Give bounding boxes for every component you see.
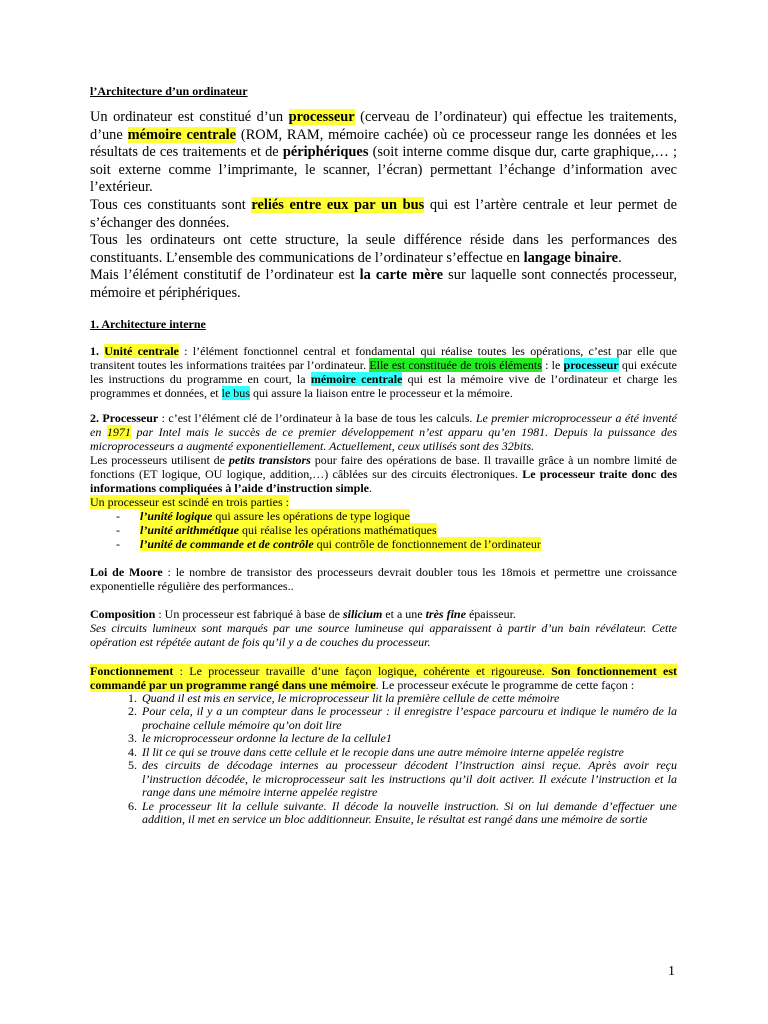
fonctionnement-paragraph: Fonctionnement : Le processeur travaille d’une façon logique, cohérente et rigoureuse. Son fonctionnement est commandé par un programme rangé dans une mémoire. Le processeur exécute le programme de cette façon : xyxy=(90,663,677,692)
page-number: 1 xyxy=(668,964,675,979)
intro-paragraph-3: Tous les ordinateurs ont cette structure, la seule différence réside dans les performances des constituants. L’ensemble des communications de l’ordinateur s’effectue en langage binaire. xyxy=(90,232,677,266)
list-item: 2. Pour cela, il y a un compteur dans le processeur : il enregistre l’espace parcouru et indique le numéro de la prochaine cellule mémoire qu’on doit lire xyxy=(140,705,677,732)
highlight-bus: reliés entre eux par un bus xyxy=(251,196,425,213)
list-item: 6. Le processeur lit la cellule suivante. Il décode la nouvelle instruction. Si on lui demande d’effectuer une addition, il met en service un bloc additionneur. Ensuite, le résultat est rangé dans une mémoire de sortie xyxy=(140,800,677,827)
intro-paragraph-1: Un ordinateur est constitué d’un processeur (cerveau de l’ordinateur) qui effectue les traitements, d’une mémoire centrale (ROM, RAM, mémoire cachée) où ce processeur range les données et les résultats de ces traitements et de périphériques (soit interne comme disque dur, carte graphique,… ; soit externe comme l’imprimante, le scanner, l’écran) permettant l’échange d’information avec l’extérieur. xyxy=(90,109,677,196)
loi-de-moore-label: Loi de Moore xyxy=(90,564,163,579)
composition-paragraph: Composition : Un processeur est fabriqué à base de silicium et a une très fine épaisseur. xyxy=(90,606,516,621)
processor-parts-list xyxy=(90,509,677,551)
list-item: - l’unité de commande et de contrôle qui contrôle de fonctionnement de l’ordinateur xyxy=(140,537,677,551)
composition-italic-note: Ses circuits lumineux sont marqués par une source lumineuse qui apparaissent à partir d’un bain révélateur. Cette opération est répétée autant de fois qu’il y a de couches du processeur. xyxy=(90,620,677,649)
parts-intro: Un processeur est scindé en trois parties : xyxy=(90,494,289,509)
processeur-label: 2. Processeur xyxy=(90,410,159,425)
list-item: 5. des circuits de décodage internes au processeur décodent l’instruction ainsi reçue. Après avoir reçu l’instruction décodée, le microprocesseur sait les instructions qu’il doit activer. Il exécute l’instruction et la range dans une mémoire interne appelée registre xyxy=(140,759,677,800)
bold-petits-transistors: petits transistors xyxy=(228,452,311,467)
page-content xyxy=(90,84,677,827)
transistors-paragraph: Les processeurs utilisent de petits transistors pour faire des opérations de base. Il travaille grâce à un nombre limité de fonctions (ET logique, OU logique, addition,…) câblées sur des circuits électroniques. Le processeur traite donc des informations compliquées à l’aide d’instruction simple. xyxy=(90,452,677,495)
list-item: 3. le microprocesseur ordonne la lecture de la cellule1 xyxy=(140,732,677,746)
list-item: - l’unité arithmétique qui réalise les opérations mathématiques xyxy=(140,523,677,537)
bold-fonctionnement: Son fonctionnement est commandé par un programme rangé dans une mémoire xyxy=(90,663,677,692)
list-item: 1. Quand il est mis en service, le microprocesseur lit la première cellule de cette mémoire xyxy=(140,692,677,706)
bold-peripheriques: périphériques xyxy=(282,144,369,161)
bold-carte-mere: la carte mère xyxy=(359,267,444,284)
highlight-processeur: processeur xyxy=(288,109,355,125)
highlight-la-memoire-centrale: mémoire centrale xyxy=(310,371,403,386)
processeur-paragraph: 2. Processeur : c’est l’élément clé de l’ordinateur à la base de tous les calculs. Le premier microprocesseur a été inventé en 1971 par Intel mais le succès de ce premier développement n’est apparu qu’en 1981. Depuis la puissance des microprocesseurs a augmenté exponentiellement. Actuellement, ceux utilisés sont des 32bits. xyxy=(90,410,678,453)
fonctionnement-label: Fonctionnement xyxy=(90,663,174,678)
unite-centrale-paragraph: 1. Unité centrale : l’élément fonctionnel central et fondamental qui réalise toutes les opérations, c’est par elle que transitent toutes les informations traitées par l’ordinateur. Elle est constituée de trois éléments : le processeur qui exécute les instructions du programme en court, la mémoire centrale qui est la mémoire vive de l’ordinateur et charge les programmes et données, et le bus qui assure la liaison entre le processeur et la mémoire. xyxy=(90,343,678,400)
composition-label: Composition xyxy=(90,606,156,621)
intro-section xyxy=(90,109,677,303)
highlight-le-processeur: processeur xyxy=(563,357,619,372)
intro-paragraph-2: Tous ces constituants sont reliés entre eux par un bus qui est l’artère centrale et leur permet de s’échanger des données. xyxy=(90,196,677,231)
section-heading-architecture-interne: 1. Architecture interne xyxy=(90,316,206,331)
list-item: - l’unité logique qui assure les opérations de type logique xyxy=(140,509,677,523)
loi-de-moore-paragraph: Loi de Moore : le nombre de transistor des processeurs devrait doubler tous les 18mois et permettre une croissance exponentielle régulière des performances.. xyxy=(90,564,677,593)
highlight-le-bus: le bus xyxy=(221,385,250,400)
highlight-memoire-centrale: mémoire centrale xyxy=(127,126,237,143)
execution-steps-list xyxy=(90,692,677,827)
highlight-trois-elements: Elle est constituée de trois éléments xyxy=(369,357,542,372)
document-title: l’Architecture d’un ordinateur xyxy=(90,84,248,98)
intro-paragraph-4: Mais l’élément constitutif de l’ordinateur est la carte mère sur laquelle sont connectés processeur, mémoire et périphériques. xyxy=(90,267,677,301)
list-item: 4. Il lit ce qui se trouve dans cette cellule et le recopie dans une autre mémoire interne appelée registre xyxy=(140,746,677,760)
bold-traite-informations: Le processeur traite donc des informations compliquées à l’aide d’instruction simple xyxy=(90,466,677,495)
bold-langage-binaire: langage binaire xyxy=(523,249,619,266)
highlight-unite-centrale: Unité centrale xyxy=(104,343,179,358)
highlight-year-1971: 1971 xyxy=(106,424,131,439)
